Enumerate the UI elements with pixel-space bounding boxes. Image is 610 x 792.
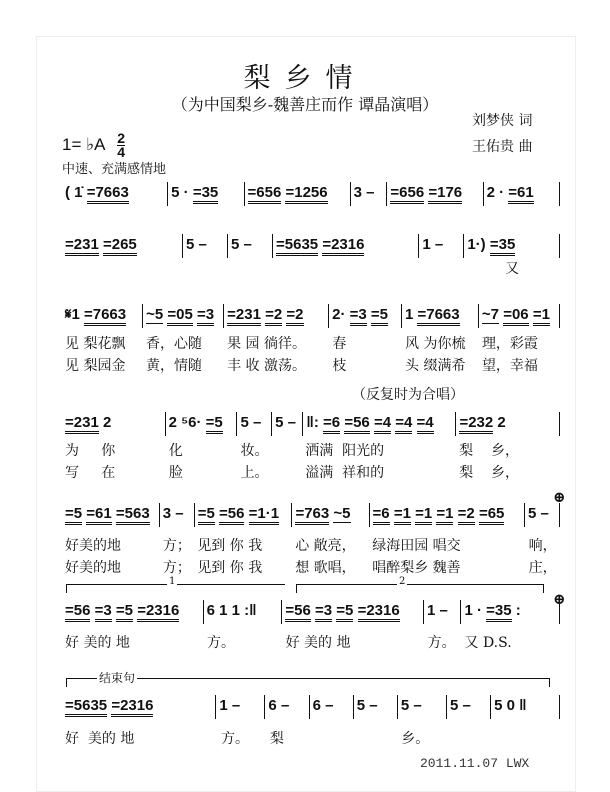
date-stamp: 2011.11.07 LWX — [420, 756, 530, 771]
lyric-segment: 枝 — [332, 358, 347, 374]
lyric-segment: 好 美的 地 — [65, 635, 130, 651]
measure: 𝄋1 =7663 — [62, 304, 143, 328]
measure: 2 ⁵6· =5 — [166, 412, 238, 436]
lyric-segment: 好 美的 地 — [285, 635, 351, 651]
time-bottom: 4 — [117, 144, 126, 160]
volta-2-label: 2 — [399, 576, 406, 587]
volta-bracket-2 — [296, 576, 544, 593]
lyrics-row — [62, 557, 560, 577]
measure: 1 =7663 — [402, 304, 479, 328]
lyric-segment: 脸 — [168, 465, 183, 481]
lyric-segment: 写 在 — [65, 465, 116, 481]
notation-row — [62, 600, 560, 624]
lyric-segment: 想 歌唱， — [295, 560, 356, 576]
measure: 5 – — [183, 234, 228, 258]
notation-row — [62, 182, 560, 206]
lyric-segment: 乡。 — [401, 731, 430, 747]
notation-row — [62, 234, 560, 258]
lyric-segment: 望，幸福 — [481, 358, 538, 374]
lyric-segment: 溢满 祥和的 — [305, 465, 385, 481]
lyric-segment — [228, 258, 273, 278]
composer-credit: 王佑贵 曲 — [472, 139, 533, 155]
lyrics-row — [62, 333, 560, 353]
measure: 1 – — [424, 600, 462, 624]
measure: 5 – — [354, 695, 398, 719]
measure: 5 – — [228, 234, 273, 258]
lyrics-row — [62, 632, 560, 652]
lyric-segment: 方。 — [207, 635, 236, 651]
lyric-segment — [272, 462, 303, 482]
key-label: 1= ♭A — [62, 134, 105, 154]
measure: =5 =56 =1·1 — [195, 503, 293, 527]
measure: =232 2 — [456, 412, 560, 436]
measure: =231 =265 — [62, 234, 183, 258]
measure: =6 =1 =1 =1 =2 =65 — [370, 503, 525, 527]
lyric-segment — [447, 728, 491, 748]
lyric-segment: 洒满 阳光的 — [305, 443, 385, 459]
lyric-segment — [420, 258, 465, 278]
song-title: 梨乡情 — [243, 63, 367, 94]
time-signature — [117, 132, 125, 159]
measure: =656 =1256 — [245, 182, 351, 206]
lyric-segment: 好美的地 — [65, 560, 121, 576]
tempo-marking: 中速、充满感情地 — [62, 162, 167, 177]
lyric-segment: 方； — [162, 538, 191, 554]
notation-row — [62, 503, 560, 527]
lyric-segment: 见 梨花飘 — [65, 336, 126, 352]
volta-bracket-1 — [66, 576, 285, 593]
lyric-segment: 上。 — [240, 465, 269, 481]
measure: 6 – — [310, 695, 354, 719]
measure: 6 1 1 :‖ — [204, 600, 283, 624]
lyric-segment: 梨 乡， — [459, 465, 519, 481]
measure: 2 · =61 — [484, 182, 560, 206]
lyric-segment: 黄，情随 — [146, 358, 203, 374]
lyric-segment — [62, 258, 184, 278]
lyric-segment: 头 缀满希 — [405, 358, 466, 374]
song-subtitle: （为中国梨乡-魏善庄而作 谭晶演唱） — [171, 95, 439, 114]
measure: =56 =3 =5 =2316 — [282, 600, 424, 624]
measure: 2· =3 =5 — [329, 304, 402, 328]
measure: =5 =61 =563 — [62, 503, 160, 527]
lyric-segment: 见到 你 我 — [197, 560, 263, 576]
measure: ~5 =05 =3 — [143, 304, 224, 328]
measure: 1 – — [216, 695, 265, 719]
lyrics-row — [62, 728, 560, 748]
ending-bracket — [66, 671, 550, 687]
lyric-segment: 庄， — [528, 560, 557, 576]
lyric-segment: 果 园 徜徉。 — [227, 336, 306, 352]
lyric-segment: 香，心随 — [146, 336, 203, 352]
lyric-segment: 响， — [528, 538, 557, 554]
lyric-segment — [311, 728, 355, 748]
lyric-segment — [272, 440, 303, 460]
lyrics-row — [62, 258, 560, 278]
lyric-segment: 又 — [505, 261, 520, 277]
lyric-segment: 春 — [332, 336, 347, 352]
notation-row — [62, 695, 560, 719]
volta-1-label: 1 — [169, 576, 176, 587]
coda-sign-2: ⊕ — [553, 590, 566, 608]
lyric-segment: 理，彩霞 — [481, 336, 538, 352]
measure: 1 – — [419, 234, 464, 258]
measure: ‖: =6 =56 =4 =4 =4 — [303, 412, 456, 436]
lyric-segment: 又 D.S. — [464, 635, 512, 651]
measure: =56 =3 =5 =2316 — [62, 600, 204, 624]
lyric-segment: 方。 — [221, 731, 249, 747]
ending-label: 结束句 — [99, 671, 136, 685]
measure: =763 ~5 — [292, 503, 369, 527]
measure: =231 =2 =2 — [224, 304, 329, 328]
measure: =5635 =2316 — [273, 234, 419, 258]
lyrics-row — [62, 355, 560, 375]
lyrics-row — [62, 535, 560, 555]
lyric-segment: 妆。 — [240, 443, 269, 459]
notation-row — [62, 304, 560, 328]
measure: 5 – — [447, 695, 491, 719]
measure: 6 – — [265, 695, 309, 719]
lyric-segment — [491, 728, 560, 748]
measure: 1 · =35 : — [461, 600, 560, 624]
chorus-note: （反复时为合唱） — [352, 387, 464, 403]
lyrics-row — [62, 462, 560, 482]
measure: ~7 =06 =1 — [479, 304, 560, 328]
lyric-segment: 唱醉梨乡 魏善 — [372, 560, 461, 576]
time-top: 2 — [117, 130, 126, 146]
lyric-segment: 心 敞亮， — [295, 538, 356, 554]
measure: =5635 =2316 — [62, 695, 216, 719]
measure: 1·) =35 — [464, 234, 560, 258]
measure: 5 – — [237, 412, 272, 436]
measure: 3 – — [351, 182, 388, 206]
measure: ( 1̇ =7663 — [62, 182, 168, 206]
lyric-segment: 化 — [168, 443, 183, 459]
lyric-segment: 丰 收 激荡。 — [227, 358, 306, 374]
measure: 5 0 ‖ — [491, 695, 560, 719]
lyric-segment: 绿海田园 唱交 — [372, 538, 461, 554]
notation-row — [62, 412, 560, 436]
lyric-segment: 好 美的 地 — [65, 731, 135, 747]
lyric-segment — [273, 258, 420, 278]
lyric-segment — [354, 728, 398, 748]
measure: 5 – — [398, 695, 447, 719]
measure: =231 2 — [62, 412, 166, 436]
lyric-segment — [184, 258, 229, 278]
measure: 5 – — [272, 412, 303, 436]
coda-sign-1: ⊕ — [553, 488, 566, 506]
lyric-segment: 好美的地 — [65, 538, 121, 554]
lyric-segment: 梨 乡， — [459, 443, 519, 459]
measure: =656 =176 — [387, 182, 483, 206]
lyric-segment: 方。 — [427, 635, 456, 651]
measure: 3 – — [160, 503, 195, 527]
lyricist-credit: 刘梦侠 词 — [472, 113, 533, 129]
lyric-segment: 风 为你梳 — [405, 336, 466, 352]
measure: 5 · =35 — [168, 182, 244, 206]
lyric-segment: 方； — [162, 560, 191, 576]
lyric-segment: 为 你 — [65, 443, 116, 459]
lyrics-row — [62, 440, 560, 460]
lyric-segment: 见 梨园金 — [65, 358, 126, 374]
key-signature — [62, 132, 125, 159]
lyric-segment: 梨 — [269, 731, 284, 747]
lyric-segment: 见到 你 我 — [197, 538, 263, 554]
measure: 5 – — [525, 503, 560, 527]
